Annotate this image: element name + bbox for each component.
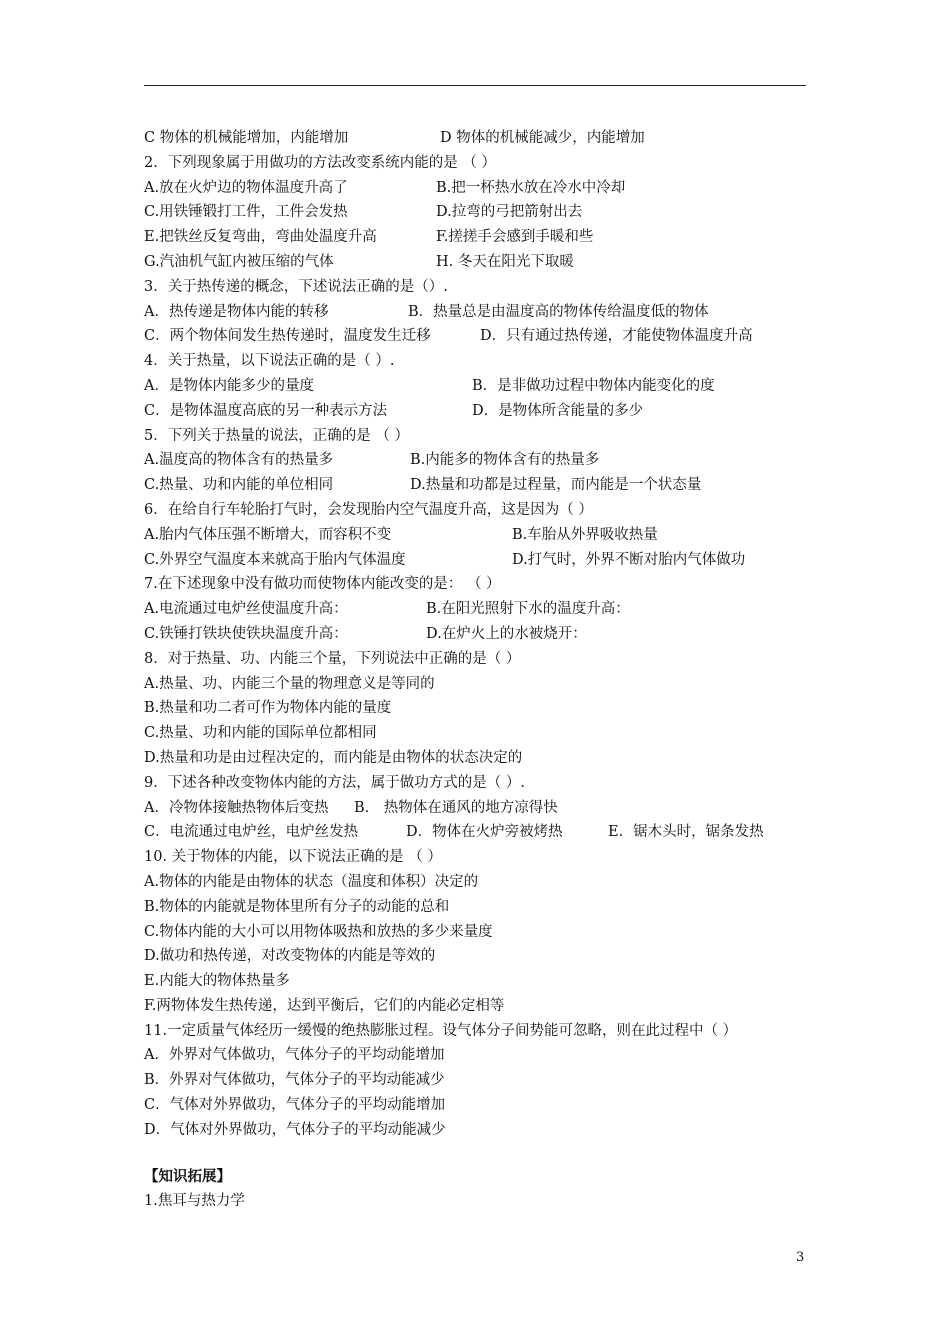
text-line xyxy=(144,920,844,945)
line-text: A.电流通过电炉丝使温度升高： xyxy=(144,601,348,618)
line-text: D.热量和功是由过程决定的，而内能是由物体的状态决定的 xyxy=(144,749,523,766)
line-text-col2: D．只有通过热传递，才能使物体温度升高 xyxy=(480,328,753,345)
line-text: 8．对于热量、功、内能三个量，下列说法中正确的是（ ） xyxy=(144,650,521,667)
text-line xyxy=(144,622,844,647)
line-text: B.物体的内能就是物体里所有分子的动能的总和 xyxy=(144,898,450,915)
section-heading: 【知识拓展】 xyxy=(144,1167,231,1185)
line-text: C．气体对外界做功，气体分子的平均动能增加 xyxy=(144,1097,446,1114)
line-text-col2: H. 冬天在阳光下取暖 xyxy=(436,253,574,270)
text-line xyxy=(144,1043,844,1068)
text-line xyxy=(144,994,844,1019)
text-line xyxy=(144,300,844,325)
text-line xyxy=(144,746,844,771)
text-line xyxy=(144,721,844,746)
text-line xyxy=(144,1118,844,1143)
text-line xyxy=(144,498,844,523)
line-text-col2: D．物体在火炉旁被烤热 xyxy=(406,824,563,841)
text-line xyxy=(144,944,844,969)
line-text: 6．在给自行车轮胎打气时，会发现胎内空气温度升高，这是因为（ ） xyxy=(144,501,593,518)
line-text: 3．关于热传递的概念，下述说法正确的是（）. xyxy=(144,278,448,295)
text-line xyxy=(144,225,844,250)
text-line xyxy=(144,572,844,597)
line-text-col2: D.热量和功都是过程量，而内能是一个状态量 xyxy=(410,477,702,494)
text-line xyxy=(144,845,844,870)
line-text: C.铁锤打铁块使铁块温度升高： xyxy=(144,625,348,642)
text-line xyxy=(144,647,844,672)
text-line xyxy=(144,399,844,424)
line-text: C．是物体温度高底的另一种表示方法 xyxy=(144,402,388,419)
line-text-col2: F.搓搓手会感到手暖和些 xyxy=(436,229,594,246)
line-text: 5．下列关于热量的说法，正确的是 （ ） xyxy=(144,427,409,444)
line-text: C．电流通过电炉丝，电炉丝发热 xyxy=(144,824,359,841)
text-line xyxy=(144,870,844,895)
text-line xyxy=(144,151,844,176)
text-line xyxy=(144,895,844,920)
text-line xyxy=(144,275,844,300)
line-text: C.物体内能的大小可以用物体吸热和放热的多少来量度 xyxy=(144,923,493,940)
line-text: A.胎内气体压强不断增大，而容积不变 xyxy=(144,526,392,543)
text-line xyxy=(144,374,844,399)
section-item: 1.焦耳与热力学 xyxy=(144,1193,245,1210)
line-text: C.外界空气温度本来就高于胎内气体温度 xyxy=(144,551,406,568)
text-line xyxy=(144,448,844,473)
text-line xyxy=(144,696,844,721)
line-text: 4．关于热量，以下说法正确的是（ ）. xyxy=(144,353,395,370)
text-line xyxy=(144,796,844,821)
line-text-col2: B.在阳光照射下水的温度升高： xyxy=(426,601,630,618)
line-text-col2: B.车胎从外界吸收热量 xyxy=(512,526,658,543)
line-text: 7.在下述现象中没有做功而使物体内能改变的是： （ ） xyxy=(144,576,501,593)
text-line xyxy=(144,672,844,697)
line-text: 9．下述各种改变物体内能的方法，属于做功方式的是（ ）. xyxy=(144,774,525,791)
line-text-col2: B． 热物体在通风的地方凉得快 xyxy=(354,799,558,816)
question-list xyxy=(144,126,844,1214)
line-text-col2: D.在炉火上的水被烧开： xyxy=(426,625,587,642)
text-line xyxy=(144,250,844,275)
line-text: A．外界对气体做功，气体分子的平均动能增加 xyxy=(144,1047,445,1064)
text-line xyxy=(144,1019,844,1044)
text-line xyxy=(144,969,844,994)
line-text-col2: D 物体的机械能减少，内能增加 xyxy=(440,130,645,146)
line-text: 11.一定质量气体经历一缓慢的绝热膨胀过程。设气体分子间势能可忽略，则在此过程中（ ） xyxy=(144,1022,738,1039)
line-text: 2．下列现象属于用做功的方法改变系统内能的是 （ ） xyxy=(144,154,496,171)
line-text: C 物体的机械能增加，内能增加 xyxy=(144,130,349,146)
line-text: E.把铁丝反复弯曲，弯曲处温度升高 xyxy=(144,229,377,246)
line-text: D．气体对外界做功，气体分子的平均动能减少 xyxy=(144,1121,446,1138)
line-text: 10. 关于物体的内能，以下说法正确的是 （ ） xyxy=(144,849,442,866)
text-line xyxy=(144,523,844,548)
line-text: A.物体的内能是由物体的状态（温度和体积）决定的 xyxy=(144,873,479,890)
line-text: F.两物体发生热传递，达到平衡后，它们的内能必定相等 xyxy=(144,997,505,1014)
text-line xyxy=(144,771,844,796)
header-rule xyxy=(144,85,806,86)
line-text-col2: D．是物体所含能量的多少 xyxy=(472,402,644,419)
text-line xyxy=(144,200,844,225)
text-line xyxy=(144,1068,844,1093)
line-text-col3: E．锯木头时，锯条发热 xyxy=(608,824,764,841)
line-text-col2: D.打气时，外界不断对胎内气体做功 xyxy=(512,551,746,568)
line-text: B.热量和功二者可作为物体内能的量度 xyxy=(144,700,392,717)
line-text: B．外界对气体做功，气体分子的平均动能减少 xyxy=(144,1072,445,1089)
line-text: A.放在火炉边的物体温度升高了 xyxy=(144,179,348,196)
line-text-col2: B．热量总是由温度高的物体传给温度低的物体 xyxy=(408,303,709,320)
line-text: C.热量、功和内能的国际单位都相同 xyxy=(144,725,377,742)
text-line xyxy=(144,597,844,622)
line-text: A．是物体内能多少的量度 xyxy=(144,377,314,394)
text-line xyxy=(144,349,844,374)
line-text: C.热量、功和内能的单位相同 xyxy=(144,477,334,494)
line-text-col2: B．是非做功过程中物体内能变化的度 xyxy=(472,377,715,394)
text-line xyxy=(144,473,844,498)
text-line xyxy=(144,126,844,151)
line-text: G.汽油机气缸内被压缩的气体 xyxy=(144,253,334,270)
text-line xyxy=(144,820,844,845)
line-text: A．热传递是物体内能的转移 xyxy=(144,303,329,320)
line-text: E.内能大的物体热量多 xyxy=(144,973,290,990)
line-text: A.热量、功、内能三个量的物理意义是等同的 xyxy=(144,675,435,692)
text-line xyxy=(144,424,844,449)
line-text-col2: B.内能多的物体含有的热量多 xyxy=(410,452,600,469)
line-text-col2: D.拉弯的弓把箭射出去 xyxy=(436,204,583,221)
line-text: D.做功和热传递，对改变物体的内能是等效的 xyxy=(144,948,436,965)
text-line xyxy=(144,176,844,201)
line-text: A.温度高的物体含有的热量多 xyxy=(144,452,334,469)
text-line xyxy=(144,1093,844,1118)
line-text: A．冷物体接触热物体后变热 xyxy=(144,799,329,816)
text-line xyxy=(144,548,844,573)
line-text: C.用铁锤锻打工件，工件会发热 xyxy=(144,204,348,221)
page-number: 3 xyxy=(796,1250,805,1265)
line-text-col2: B.把一杯热水放在冷水中冷却 xyxy=(436,179,626,196)
text-line xyxy=(144,324,844,349)
line-text: C．两个物体间发生热传递时，温度发生迁移 xyxy=(144,328,431,345)
